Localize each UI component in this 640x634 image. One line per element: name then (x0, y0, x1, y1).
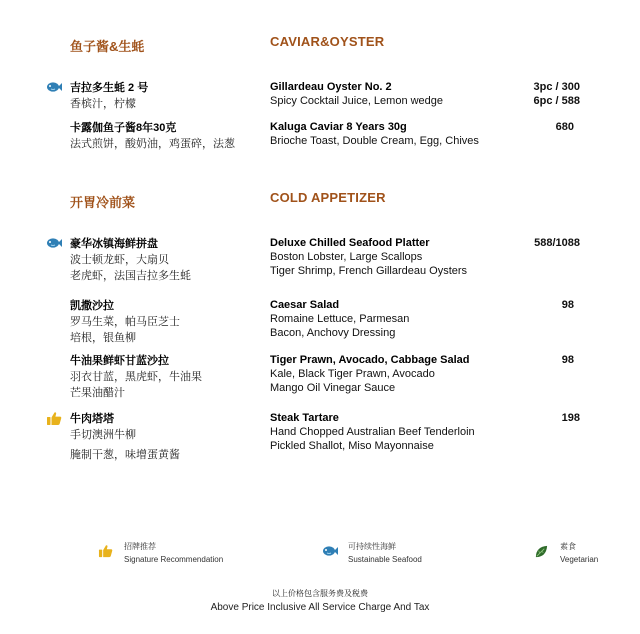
section-title-en: CAVIAR&OYSTER (270, 34, 385, 49)
fish-icon (322, 544, 337, 558)
item-name-en: Steak Tartare (270, 412, 339, 424)
item-desc-en: Pickled Shallot, Miso Mayonnaise (270, 440, 434, 452)
leaf-icon (534, 544, 549, 558)
legend-label-cn: 可持续性海鲜 (348, 542, 396, 551)
legend-label-en: Vegetarian (560, 555, 599, 564)
item-name-en: Deluxe Chilled Seafood Platter (270, 237, 430, 249)
legend-signature (124, 540, 223, 566)
item-name-cn: 凯撒沙拉 (70, 300, 114, 312)
item-desc-en: Spicy Cocktail Juice, Lemon wedge (270, 95, 444, 107)
item-name-en: Tiger Prawn, Avocado, Cabbage Salad (270, 354, 470, 366)
item-price: 98 (561, 354, 574, 366)
item-desc-cn: 腌制干葱，味增蛋黄酱 (70, 449, 180, 461)
item-price: 588/1088 (534, 237, 580, 249)
item-desc-en: Boston Lobster, Large Scallops (270, 251, 423, 263)
item-desc-cn: 波士顿龙虾，大扇贝 (70, 254, 169, 266)
item-price: 680 (555, 121, 574, 133)
item-desc-cn: 手切澳洲牛柳 (70, 429, 136, 441)
item-desc-en: Bacon, Anchovy Dressing (270, 327, 396, 339)
item-desc-cn: 香槟汁，柠檬 (70, 98, 136, 110)
legend-label-cn: 招牌推荐 (124, 542, 156, 551)
thumbs-up-icon (98, 544, 113, 558)
item-desc-cn: 芒果油醋汁 (70, 387, 125, 399)
item-desc-en: Hand Chopped Australian Beef Tenderloin (270, 426, 475, 438)
item-desc-cn: 罗马生菜，帕马臣芝士 (70, 316, 180, 328)
item-name-cn: 吉拉多生蚝 2 号 (70, 82, 149, 94)
fish-icon (46, 236, 62, 250)
item-desc-en: Brioche Toast, Double Cream, Egg, Chives (270, 135, 479, 147)
fish-icon (46, 80, 62, 94)
item-desc-cn: 羽衣甘蓝，黑虎虾，牛油果 (70, 371, 202, 383)
legend-label-en: Signature Recommendation (124, 555, 224, 564)
item-desc-en: Mango Oil Vinegar Sauce (270, 382, 396, 394)
item-desc-en: Kale, Black Tiger Prawn, Avocado (270, 368, 435, 380)
thumbs-up-icon (46, 411, 62, 425)
section-title-cn: 鱼子酱&生蚝 (70, 39, 145, 54)
item-desc-en: Tiger Shrimp, French Gillardeau Oysters (270, 265, 468, 277)
item-name-en: Gillardeau Oyster No. 2 (270, 81, 392, 93)
section-title-en: COLD APPETIZER (270, 190, 386, 205)
item-desc-cn: 法式煎饼，酸奶油，鸡蛋碎，法葱 (70, 138, 235, 150)
legend-label-en: Sustainable Seafood (348, 555, 422, 564)
footer-note-cn: 以上价格包含服务费及税费 (272, 589, 368, 598)
item-price: 198 (561, 412, 580, 424)
item-name-en: Caesar Salad (270, 299, 340, 311)
legend-label-cn: 素食 (560, 542, 576, 551)
footer-note-en: Above Price Inclusive All Service Charge And Tax (210, 602, 430, 613)
item-name-cn: 豪华冰镇海鲜拼盘 (70, 238, 158, 250)
item-name-en: Kaluga Caviar 8 Years 30g (270, 121, 407, 133)
section-title-cn: 开胃冷前菜 (70, 195, 136, 210)
legend-sustainable (348, 540, 422, 566)
item-desc-cn: 培根，银鱼柳 (70, 332, 136, 344)
item-name-cn: 卡露伽鱼子酱8年30克 (70, 122, 177, 134)
legend-vegetarian (560, 540, 598, 566)
item-price: 6pc / 588 (533, 95, 580, 107)
item-desc-en: Romaine Lettuce, Parmesan (270, 313, 410, 325)
item-name-cn: 牛肉塔塔 (70, 413, 114, 425)
item-price: 98 (561, 299, 574, 311)
item-name-cn: 牛油果鲜虾甘蓝沙拉 (70, 355, 169, 367)
item-price: 3pc / 300 (533, 81, 580, 93)
item-desc-cn: 老虎虾，法国吉拉多生蚝 (70, 270, 191, 282)
